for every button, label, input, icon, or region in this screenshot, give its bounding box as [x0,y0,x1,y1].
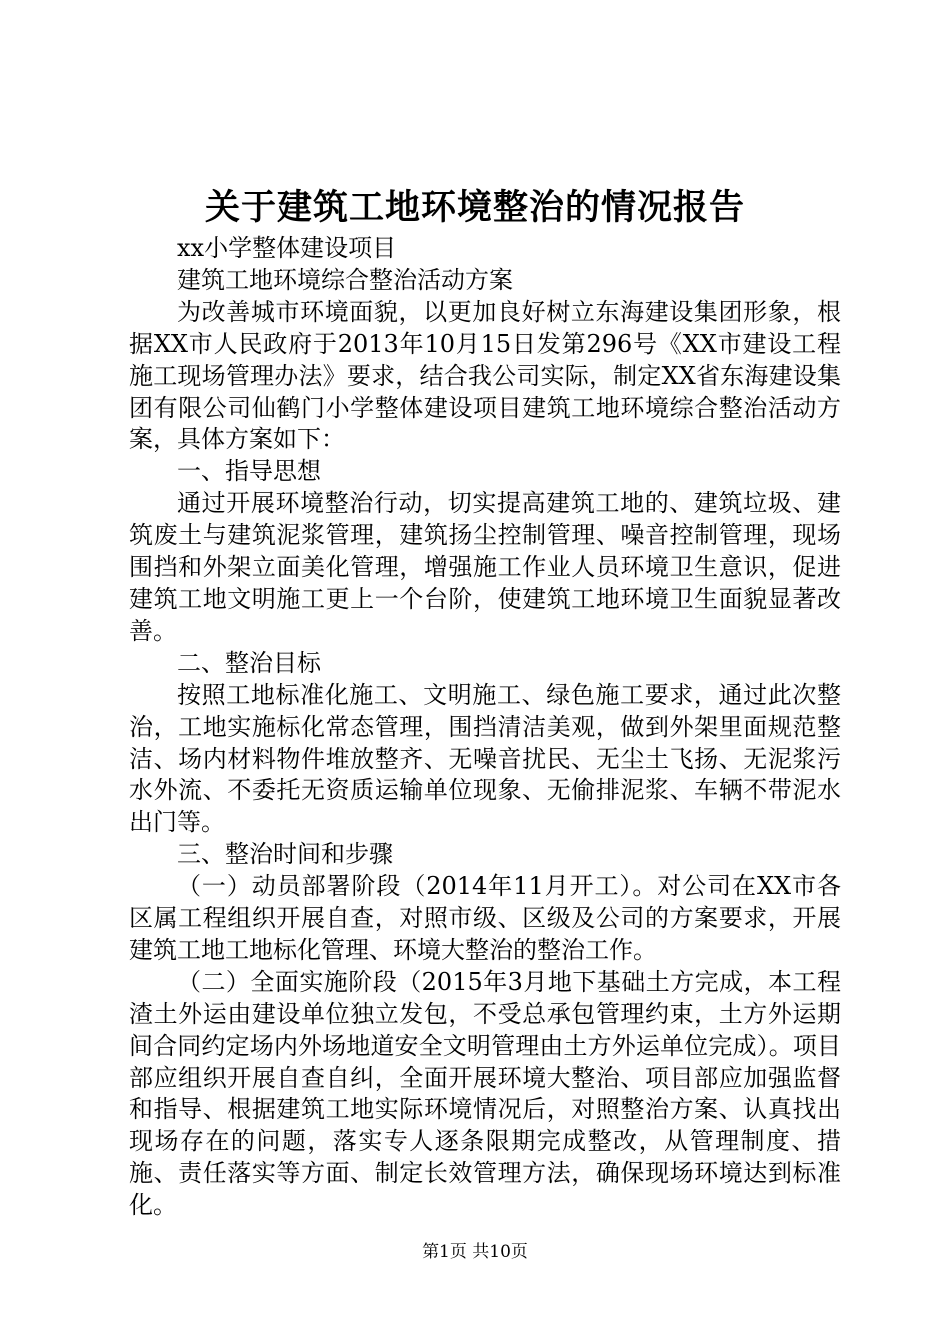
section-paragraph-2: 按照工地标准化施工、文明施工、绿色施工要求，通过此次整治，工地实施标化常态管理，围挡清洁美观，做到外架里面规范整洁、场内材料物件堆放整齐、无噪音扰民、无尘土飞扬、无泥浆污水外流、不委托无资质运输单位现象、无偷排泥浆、车辆不带泥水出门等。 [129,680,841,837]
section-heading-3: 三、整治时间和步骤 [177,840,393,869]
step-1-paragraph: （一）动员部署阶段（2014年11月开工）。对公司在XX市各区属工程组织开展自查，对照市级、区级及公司的方案要求，开展建筑工地工地标化管理、环境大整治的整治工作。 [129,872,841,964]
step-2-paragraph: （二）全面实施阶段（2015年3月地下基础土方完成，本工程渣土外运由建设单位独立发包，不受总承包管理约束，土方外运期间合同约定场内外场地道安全文明管理由土方外运单位完成）。项目部应组织开展自查自纠，全面开展环境大整治、项目部应加强监督和指导、根据建筑工地实际环境情况后，对照整治方案、认真找出现场存在的问题，落实专人逐条限期完成整改，从管理制度、措施、责任落实等方面、制定长效管理方法，确保现场环境达到标准化。 [129,967,841,1220]
intro-paragraph: 为改善城市环境面貌，以更加良好树立东海建设集团形象，根据XX市人民政府于2013年10月15日发第296号《XX市建设工程施工现场管理办法》要求，结合我公司实际，制定XX省东海建设集团有限公司仙鹤门小学整体建设项目建筑工地环境综合整治活动方案，具体方案如下： [129,297,841,454]
page-number-footer: 第1页 共10页 [422,1242,528,1262]
plan-title: 建筑工地环境综合整治活动方案 [177,265,513,294]
section-heading-1: 一、指导思想 [177,457,321,486]
section-paragraph-1: 通过开展环境整治行动，切实提高建筑工地的、建筑垃圾、建筑废土与建筑泥浆管理，建筑扬尘控制管理、噪音控制管理，现场围挡和外架立面美化管理，增强施工作业人员环境卫生意识，促进建筑工地文明施工更上一个台阶，使建筑工地环境卫生面貌显著改善。 [129,489,841,645]
document-title: 关于建筑工地环境整治的情况报告 [204,187,745,228]
document-body [129,233,841,1222]
project-name: xx小学整体建设项目 [177,234,397,262]
section-heading-2: 二、整治目标 [177,648,321,677]
